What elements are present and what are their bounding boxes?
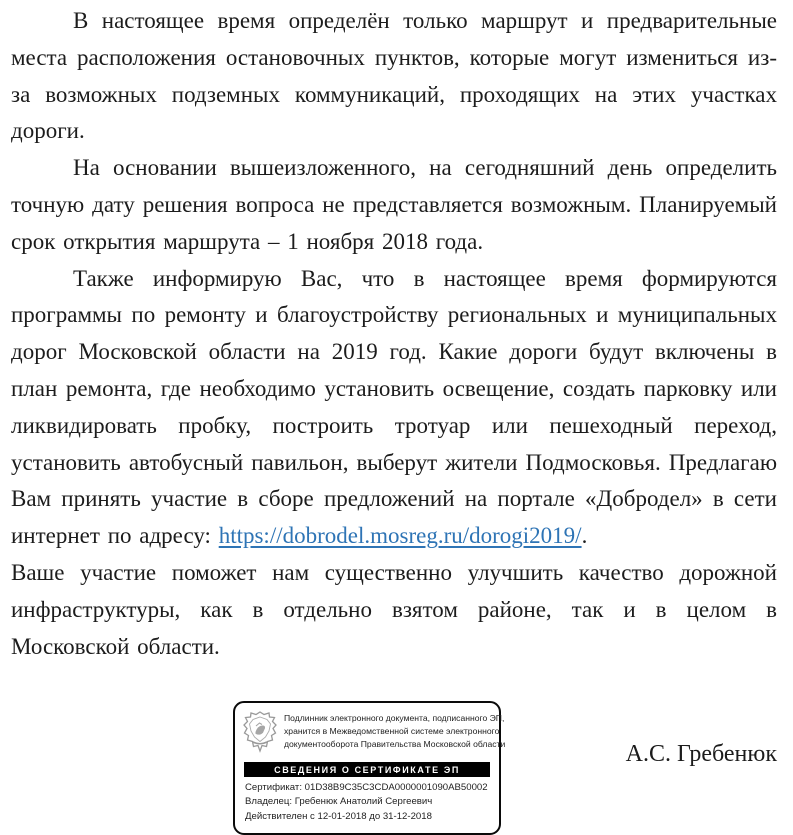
paragraph-dobrodel-program: [11, 261, 777, 555]
paragraph-dobrodel-period: .: [581, 523, 588, 549]
stamp-header-line-3: документооборота Правительства Московской области: [284, 738, 506, 749]
stamp-certificate-number: Сертификат: 01D38B9C35C3CDA0000001090AB50002: [245, 781, 488, 793]
signature-block: [11, 701, 777, 833]
paragraph-dobrodel-text: Также информирую Вас, что в настоящее время формируются программы по ремонту и благоустройству региональных и муниципальных дорог Московской области на 2019 год. Какие дороги будут включены в план ремонта, где необходимо установить освещение, создать парковку или ликвидировать пробку, построить тротуар или пешеходный переход, установить автобусный павильон, выберут жители Подмосковья. Предлагаю Вам принять участие в сборе предложений на портале «Добродел» в сети интернет по адресу:: [11, 265, 777, 549]
paragraph-opening-date: На основании вышеизложенного, на сегодняшний день определить точную дату решения вопроса не представляется возможным. Планируемый срок открытия маршрута – 1 ноября 2018 года.: [11, 155, 777, 254]
stamp-header-row: [243, 710, 506, 758]
signatory-name: А.С. Гребенюк: [625, 741, 777, 768]
stamp-header-line-2: хранится в Межведомственной системе электронного: [284, 725, 500, 736]
stamp-certificate-bar: СВЕДЕНИЯ О СЕРТИФИКАТЕ ЭП: [244, 762, 490, 777]
moscow-oblast-emblem-icon: [243, 710, 277, 758]
stamp-header-line-1: Подлинник электронного документа, подписанного ЭП,: [284, 713, 505, 724]
electronic-signature-stamp: [233, 701, 506, 834]
dobrodel-link[interactable]: https://dobrodel.mosreg.ru/dorogi2019/: [218, 523, 582, 549]
stamp-validity: Действителен с 12-01-2018 до 31-12-2018: [245, 811, 432, 823]
stamp-owner: Владелец: Гребенюк Анатолий Сергеевич: [245, 796, 433, 808]
paragraph-closing: Ваше участие поможет нам существенно улучшить качество дорожной инфраструктуры, как в отдельно взятом районе, так и в целом в Московской области.: [11, 559, 777, 659]
paragraph-route-status: В настоящее время определён только маршрут и предварительные места расположения остановочных пунктов, которые могут измениться из-за возможных подземных коммуникаций, проходящих на этих участках дороги.: [11, 8, 777, 144]
stamp-details: [243, 781, 491, 825]
stamp-header-text: [284, 710, 505, 750]
